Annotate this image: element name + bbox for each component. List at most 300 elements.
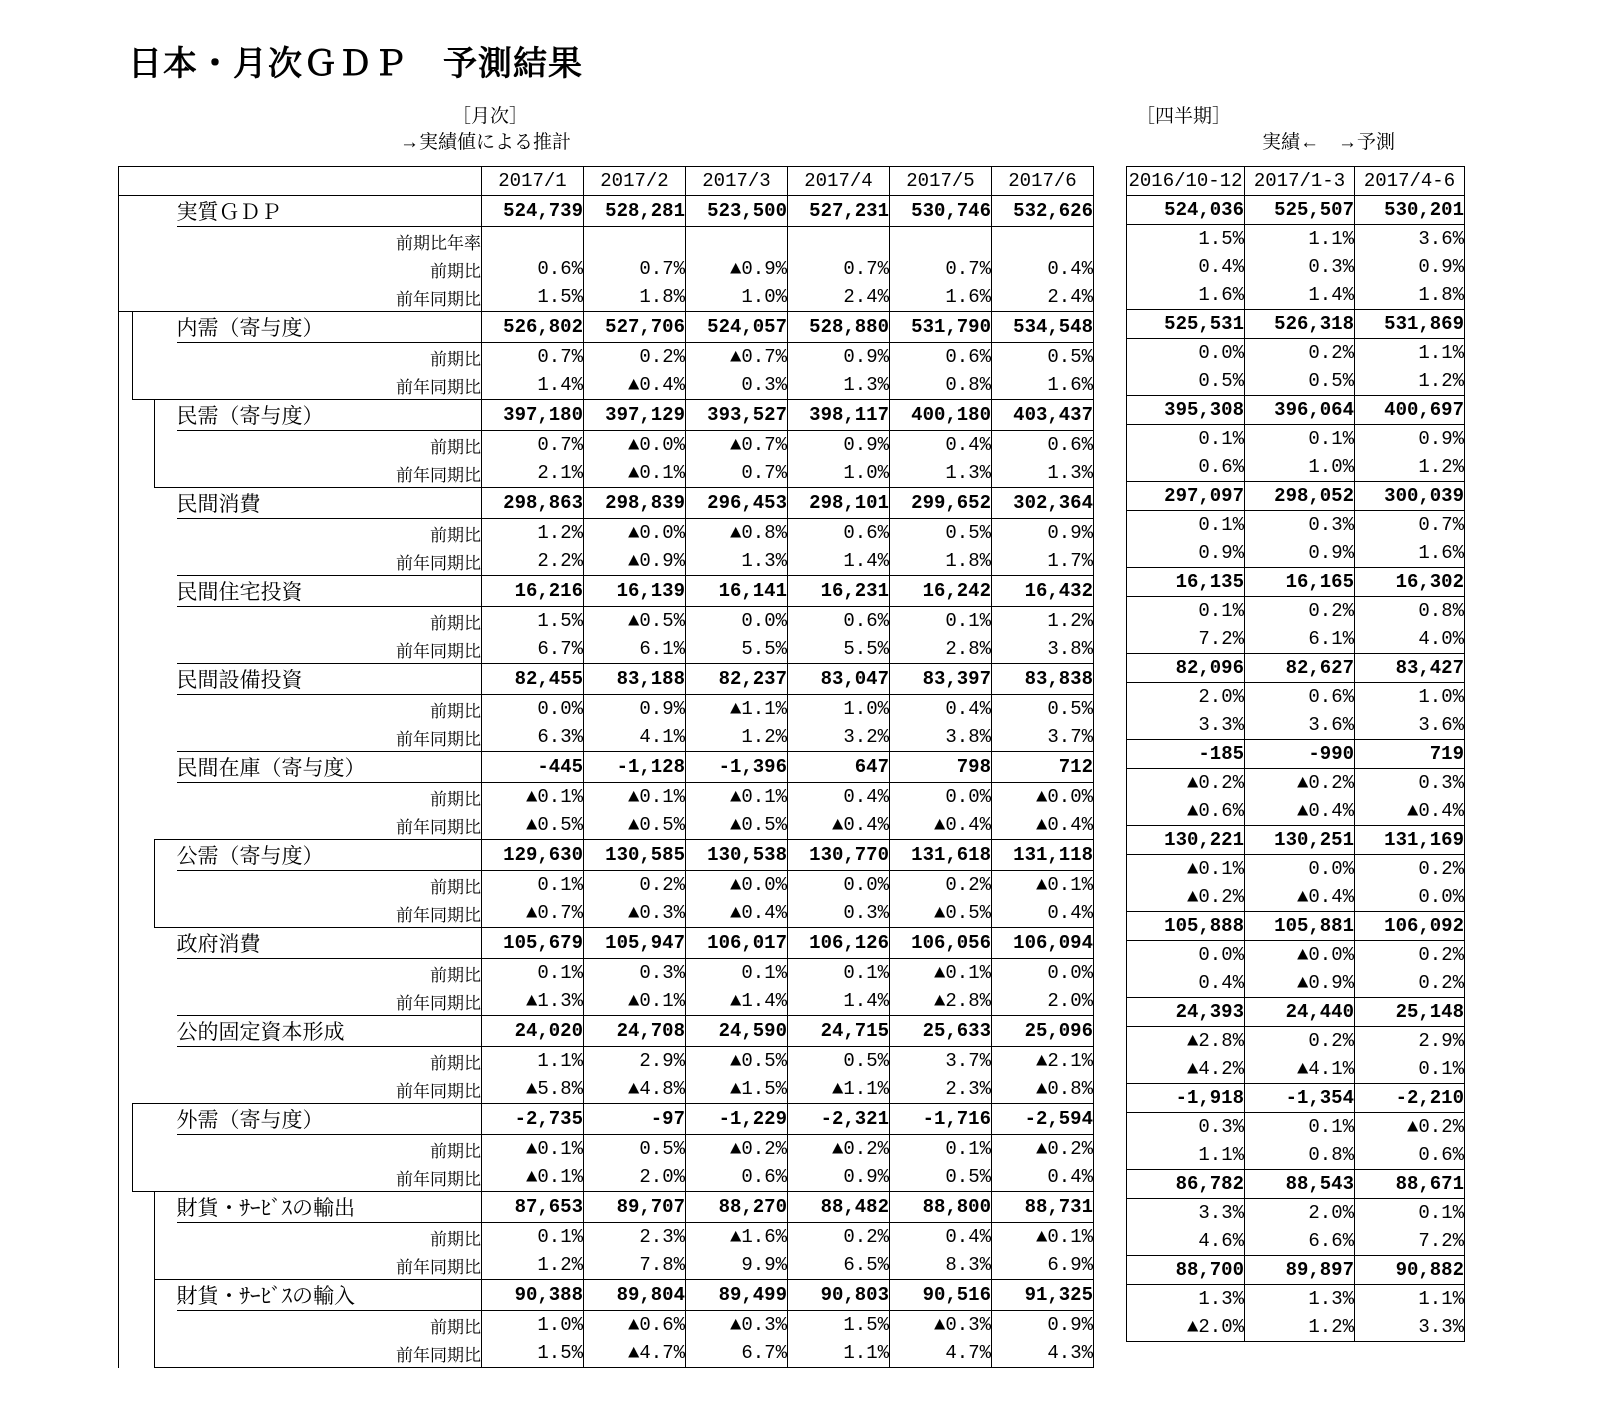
metric-label-yoy: 前年同期比 — [177, 547, 482, 576]
table-row — [1127, 969, 1465, 998]
table-row — [119, 576, 1094, 607]
metric-label-qoq: 前期比 — [177, 343, 482, 372]
quarterly-value-level: 24,393 — [1127, 998, 1245, 1027]
monthly-value-level: -2,735 — [482, 1104, 584, 1135]
quarterly-value-yoy: 0.8% — [1245, 1141, 1355, 1170]
monthly-value-yoy: ▲4.7% — [584, 1339, 686, 1368]
table-row — [119, 840, 1094, 871]
monthly-value-level: 403,437 — [992, 400, 1094, 431]
monthly-value-yoy: ▲1.1% — [788, 1075, 890, 1104]
monthly-value-yoy: ▲0.5% — [686, 811, 788, 840]
monthly-value-qoq: ▲0.1% — [686, 783, 788, 812]
quarterly-value-qoq: 0.7% — [1355, 511, 1465, 540]
metric-label-annualized: 前期比年率 — [177, 227, 482, 256]
monthly-column-header: 2017/4 — [788, 167, 890, 196]
metric-label-yoy: 前年同期比 — [177, 899, 482, 928]
indent-spacer — [119, 312, 133, 400]
table-row — [1127, 225, 1465, 254]
monthly-value-level: 298,839 — [584, 488, 686, 519]
monthly-value-level: 16,242 — [890, 576, 992, 607]
monthly-value-qoq: 0.5% — [584, 1135, 686, 1164]
monthly-value-level: 82,237 — [686, 664, 788, 695]
table-row — [119, 695, 1094, 724]
monthly-value-qoq: 0.2% — [584, 343, 686, 372]
indent-cell — [155, 1280, 177, 1368]
table-row — [119, 1192, 1094, 1223]
table-row — [1127, 1084, 1465, 1113]
table-row — [1127, 396, 1465, 425]
monthly-value-level: 16,141 — [686, 576, 788, 607]
monthly-value-level: 89,804 — [584, 1280, 686, 1311]
quarterly-value-level: 131,169 — [1355, 826, 1465, 855]
indent-spacer — [133, 1280, 155, 1368]
monthly-value-level: 24,715 — [788, 1016, 890, 1047]
table-row — [119, 1311, 1094, 1340]
quarterly-value-qoq: 1.1% — [1355, 1285, 1465, 1314]
monthly-value-qoq: 0.5% — [992, 695, 1094, 724]
monthly-value-yoy: 0.5% — [890, 1163, 992, 1192]
quarterly-value-yoy: 0.4% — [1127, 969, 1245, 998]
monthly-value-annualized — [686, 227, 788, 256]
quarterly-value-qoq: 2.0% — [1127, 683, 1245, 712]
monthly-value-qoq: 1.0% — [788, 695, 890, 724]
monthly-value-yoy: 1.1% — [788, 1339, 890, 1368]
indent-cell — [155, 312, 177, 400]
monthly-value-qoq: 1.1% — [482, 1047, 584, 1076]
quarterly-value-level: 25,148 — [1355, 998, 1465, 1027]
quarterly-value-qoq: ▲0.2% — [1355, 1113, 1465, 1142]
quarterly-value-yoy: 0.9% — [1127, 539, 1245, 568]
indent-spacer — [133, 400, 155, 488]
quarterly-value-qoq: ▲2.8% — [1127, 1027, 1245, 1056]
table-row — [1127, 597, 1465, 626]
monthly-value-qoq: 0.9% — [788, 431, 890, 460]
monthly-value-qoq: 0.1% — [482, 959, 584, 988]
monthly-value-level: 24,590 — [686, 1016, 788, 1047]
monthly-value-level: 82,455 — [482, 664, 584, 695]
quarterly-value-level: -1,354 — [1245, 1084, 1355, 1113]
table-row — [119, 196, 1094, 227]
quarterly-value-yoy: ▲0.2% — [1127, 883, 1245, 912]
table-row — [119, 871, 1094, 900]
quarterly-value-level: 130,251 — [1245, 826, 1355, 855]
metric-label-qoq: 前期比 — [177, 255, 482, 283]
table-row — [119, 227, 1094, 256]
monthly-value-yoy: ▲0.3% — [584, 899, 686, 928]
monthly-value-level: 299,652 — [890, 488, 992, 519]
monthly-value-qoq: 0.9% — [992, 1311, 1094, 1340]
quarterly-value-level: 524,036 — [1127, 196, 1245, 225]
quarterly-value-yoy: 4.6% — [1127, 1227, 1245, 1256]
table-row — [1127, 683, 1465, 712]
metric-label-qoq: 前期比 — [177, 1047, 482, 1076]
monthly-value-yoy: ▲0.9% — [584, 547, 686, 576]
monthly-value-yoy: 1.4% — [788, 547, 890, 576]
quarterly-section-caption: ［四半期］ — [1136, 106, 1232, 127]
monthly-value-yoy: 6.3% — [482, 723, 584, 752]
metric-label-yoy: 前年同期比 — [177, 371, 482, 400]
metric-label-qoq: 前期比 — [177, 519, 482, 548]
table-row — [119, 1280, 1094, 1311]
table-row — [119, 783, 1094, 812]
quarterly-value-yoy: ▲0.9% — [1245, 969, 1355, 998]
quarterly-value-qoq: 1.0% — [1355, 683, 1465, 712]
monthly-value-qoq: 0.1% — [686, 959, 788, 988]
monthly-value-qoq: 0.4% — [890, 1223, 992, 1252]
monthly-value-level: 89,707 — [584, 1192, 686, 1223]
indent-spacer — [119, 1280, 133, 1368]
quarterly-value-yoy: 1.0% — [1245, 453, 1355, 482]
table-row — [1127, 281, 1465, 310]
row-label-政府消費: 政府消費 — [177, 928, 482, 959]
quarterly-value-qoq: 0.2% — [1355, 855, 1465, 884]
quarterly-value-yoy: ▲0.4% — [1245, 883, 1355, 912]
indent-cell — [155, 840, 177, 928]
monthly-value-qoq: ▲0.5% — [584, 607, 686, 636]
monthly-value-level: 524,057 — [686, 312, 788, 343]
monthly-value-annualized — [788, 227, 890, 256]
table-row — [1127, 1170, 1465, 1199]
quarterly-value-yoy: 0.2% — [1355, 969, 1465, 998]
metric-label-yoy: 前年同期比 — [177, 723, 482, 752]
monthly-value-level: 527,231 — [788, 196, 890, 227]
quarterly-value-annualized: 1.5% — [1127, 225, 1245, 254]
quarterly-value-level: 24,440 — [1245, 998, 1355, 1027]
monthly-value-qoq: 0.6% — [992, 431, 1094, 460]
monthly-value-yoy: ▲0.5% — [584, 811, 686, 840]
table-row — [1127, 1285, 1465, 1314]
monthly-value-yoy: ▲5.8% — [482, 1075, 584, 1104]
indent-spacer — [155, 488, 177, 576]
monthly-value-qoq: 0.7% — [788, 255, 890, 283]
monthly-value-qoq: 0.4% — [890, 431, 992, 460]
table-row — [119, 811, 1094, 840]
monthly-value-level: 105,679 — [482, 928, 584, 959]
monthly-value-yoy: 1.5% — [482, 283, 584, 312]
indent-cell — [119, 196, 133, 312]
metric-label-qoq: 前期比 — [177, 871, 482, 900]
indent-spacer — [119, 1192, 133, 1280]
monthly-value-yoy: 1.8% — [890, 547, 992, 576]
monthly-value-level: 298,101 — [788, 488, 890, 519]
row-label-財貨の輸入: 財貨・ｻｰﾋﾞｽの輸入 — [177, 1280, 482, 1311]
monthly-value-level: 106,126 — [788, 928, 890, 959]
quarterly-value-qoq: 2.0% — [1245, 1199, 1355, 1228]
monthly-value-level: 106,056 — [890, 928, 992, 959]
monthly-value-yoy: 7.8% — [584, 1251, 686, 1280]
row-label-実質ＧＤＰ: 実質ＧＤＰ — [177, 196, 482, 227]
quarterly-value-level: -1,918 — [1127, 1084, 1245, 1113]
table-row — [1127, 941, 1465, 970]
quarterly-value-level: 526,318 — [1245, 310, 1355, 339]
monthly-value-qoq: 0.9% — [584, 695, 686, 724]
monthly-value-level: 83,838 — [992, 664, 1094, 695]
metric-label-yoy: 前年同期比 — [177, 1075, 482, 1104]
monthly-value-yoy: 3.7% — [992, 723, 1094, 752]
table-row — [119, 1163, 1094, 1192]
quarterly-value-qoq: 0.9% — [1355, 253, 1465, 281]
quarterly-column-header: 2017/4-6 — [1355, 167, 1465, 196]
monthly-value-qoq: ▲0.0% — [992, 783, 1094, 812]
monthly-value-yoy: ▲2.8% — [890, 987, 992, 1016]
table-row — [119, 343, 1094, 372]
quarterly-value-level: 82,096 — [1127, 654, 1245, 683]
table-row — [119, 459, 1094, 488]
quarterly-value-qoq: 0.1% — [1127, 425, 1245, 454]
indent-spacer — [119, 400, 133, 488]
monthly-value-qoq: 0.6% — [890, 343, 992, 372]
table-row — [119, 723, 1094, 752]
monthly-value-qoq: 0.1% — [482, 871, 584, 900]
monthly-section-note: →実績値による推計 — [400, 132, 572, 153]
table-row — [119, 255, 1094, 283]
monthly-value-level: 83,397 — [890, 664, 992, 695]
quarterly-value-level: 88,543 — [1245, 1170, 1355, 1199]
monthly-value-level: 531,790 — [890, 312, 992, 343]
monthly-value-qoq: ▲0.1% — [992, 1223, 1094, 1252]
metric-label-qoq: 前期比 — [177, 431, 482, 460]
monthly-value-level: 397,129 — [584, 400, 686, 431]
indent-spacer — [133, 1192, 155, 1280]
monthly-value-level: 526,802 — [482, 312, 584, 343]
monthly-value-yoy: ▲0.4% — [686, 899, 788, 928]
monthly-value-qoq: ▲2.1% — [992, 1047, 1094, 1076]
quarterly-section-note: 実績← →予測 — [1262, 132, 1396, 153]
monthly-value-yoy: 4.1% — [584, 723, 686, 752]
quarterly-value-yoy: 6.6% — [1245, 1227, 1355, 1256]
quarterly-value-yoy: 1.2% — [1355, 367, 1465, 396]
monthly-value-yoy: ▲0.8% — [992, 1075, 1094, 1104]
table-row — [119, 1135, 1094, 1164]
quarterly-value-qoq: 0.9% — [1355, 425, 1465, 454]
monthly-value-yoy: 6.1% — [584, 635, 686, 664]
monthly-value-qoq: 0.9% — [992, 519, 1094, 548]
table-row — [119, 1223, 1094, 1252]
quarterly-value-level: 90,882 — [1355, 1256, 1465, 1285]
row-label-民間設備投資: 民間設備投資 — [177, 664, 482, 695]
monthly-value-yoy: 6.7% — [482, 635, 584, 664]
quarterly-value-level: 105,888 — [1127, 912, 1245, 941]
quarterly-value-qoq: 0.0% — [1245, 855, 1355, 884]
page-title: 日本・月次ＧＤＰ 予測結果 — [128, 46, 583, 83]
monthly-value-qoq: 1.0% — [482, 1311, 584, 1340]
monthly-value-qoq: 0.0% — [482, 695, 584, 724]
monthly-value-level: 88,482 — [788, 1192, 890, 1223]
quarterly-value-qoq: 0.3% — [1245, 253, 1355, 281]
monthly-value-qoq: ▲0.1% — [482, 783, 584, 812]
quarterly-value-qoq: 1.3% — [1127, 1285, 1245, 1314]
monthly-value-yoy: 2.4% — [788, 283, 890, 312]
metric-label-qoq: 前期比 — [177, 783, 482, 812]
monthly-value-qoq: 0.5% — [788, 1047, 890, 1076]
monthly-value-level: -1,128 — [584, 752, 686, 783]
row-label-外需寄与度: 外需（寄与度） — [177, 1104, 482, 1135]
table-row — [1127, 425, 1465, 454]
monthly-value-yoy: 0.7% — [686, 459, 788, 488]
monthly-value-yoy: 4.3% — [992, 1339, 1094, 1368]
monthly-value-level: 105,947 — [584, 928, 686, 959]
quarterly-value-level: 525,531 — [1127, 310, 1245, 339]
metric-label-yoy: 前年同期比 — [177, 811, 482, 840]
table-row — [119, 635, 1094, 664]
monthly-value-level: 527,706 — [584, 312, 686, 343]
quarterly-value-yoy: 0.9% — [1245, 539, 1355, 568]
monthly-value-level: 25,096 — [992, 1016, 1094, 1047]
monthly-value-qoq: 0.4% — [788, 783, 890, 812]
monthly-value-annualized — [482, 227, 584, 256]
monthly-value-qoq: ▲0.0% — [686, 871, 788, 900]
monthly-value-qoq: 0.1% — [890, 1135, 992, 1164]
indent-spacer — [119, 928, 133, 1016]
monthly-value-qoq: 3.7% — [890, 1047, 992, 1076]
quarterly-value-qoq: 0.2% — [1245, 1027, 1355, 1056]
monthly-value-qoq: ▲0.2% — [788, 1135, 890, 1164]
indent-spacer — [155, 752, 177, 840]
monthly-value-level: 298,863 — [482, 488, 584, 519]
monthly-value-level: 87,653 — [482, 1192, 584, 1223]
table-row — [119, 899, 1094, 928]
monthly-value-level: 106,094 — [992, 928, 1094, 959]
quarterly-value-qoq: 0.2% — [1245, 597, 1355, 626]
monthly-value-qoq: 0.7% — [482, 343, 584, 372]
monthly-value-level: 25,633 — [890, 1016, 992, 1047]
quarterly-value-yoy: ▲0.6% — [1127, 797, 1245, 826]
table-row — [119, 752, 1094, 783]
monthly-value-level: 530,746 — [890, 196, 992, 227]
monthly-value-yoy: 3.8% — [890, 723, 992, 752]
monthly-value-yoy: 6.9% — [992, 1251, 1094, 1280]
monthly-value-level: 130,770 — [788, 840, 890, 871]
monthly-value-yoy: 1.2% — [686, 723, 788, 752]
table-row — [119, 607, 1094, 636]
row-label-公的固定資本形成: 公的固定資本形成 — [177, 1016, 482, 1047]
monthly-value-qoq: ▲0.9% — [686, 255, 788, 283]
table-row — [1127, 797, 1465, 826]
monthly-value-level: -1,716 — [890, 1104, 992, 1135]
quarterly-value-qoq: 2.9% — [1355, 1027, 1465, 1056]
table-row — [1127, 625, 1465, 654]
monthly-value-level: 523,500 — [686, 196, 788, 227]
quarterly-value-level: 88,700 — [1127, 1256, 1245, 1285]
monthly-value-level: 393,527 — [686, 400, 788, 431]
monthly-value-yoy: 0.8% — [890, 371, 992, 400]
monthly-value-yoy: 4.7% — [890, 1339, 992, 1368]
quarterly-value-level: 297,097 — [1127, 482, 1245, 511]
monthly-value-yoy: ▲0.1% — [584, 459, 686, 488]
monthly-value-yoy: 2.1% — [482, 459, 584, 488]
quarterly-value-level: 531,869 — [1355, 310, 1465, 339]
monthly-value-level: -2,594 — [992, 1104, 1094, 1135]
quarterly-value-yoy: 0.5% — [1245, 367, 1355, 396]
monthly-value-yoy: ▲4.8% — [584, 1075, 686, 1104]
quarterly-value-yoy: 0.6% — [1355, 1141, 1465, 1170]
table-row — [1127, 511, 1465, 540]
monthly-value-qoq: ▲0.1% — [584, 783, 686, 812]
indent-spacer — [133, 928, 155, 1016]
monthly-value-yoy: 1.0% — [686, 283, 788, 312]
row-label-民間消費: 民間消費 — [177, 488, 482, 519]
monthly-value-level: 131,618 — [890, 840, 992, 871]
monthly-value-qoq: 1.2% — [992, 607, 1094, 636]
metric-label-yoy: 前年同期比 — [177, 459, 482, 488]
table-row — [1127, 568, 1465, 597]
quarterly-value-level: 89,897 — [1245, 1256, 1355, 1285]
row-label-公需寄与度: 公需（寄与度） — [177, 840, 482, 871]
quarterly-value-level: 396,064 — [1245, 396, 1355, 425]
quarterly-value-level: 400,697 — [1355, 396, 1465, 425]
quarterly-value-yoy: ▲2.0% — [1127, 1313, 1245, 1342]
quarterly-value-yoy: 1.4% — [1245, 281, 1355, 310]
metric-label-qoq: 前期比 — [177, 695, 482, 724]
table-row — [119, 664, 1094, 695]
monthly-value-yoy: 3.2% — [788, 723, 890, 752]
quarterly-value-yoy: ▲0.4% — [1245, 797, 1355, 826]
quarterly-value-qoq: 1.3% — [1245, 1285, 1355, 1314]
quarterly-value-qoq: 1.1% — [1355, 339, 1465, 368]
monthly-value-qoq: 0.0% — [788, 871, 890, 900]
monthly-value-qoq: ▲0.6% — [584, 1311, 686, 1340]
monthly-value-yoy: ▲1.3% — [482, 987, 584, 1016]
quarterly-value-level: 16,165 — [1245, 568, 1355, 597]
table-row — [1127, 482, 1465, 511]
monthly-value-yoy: 1.3% — [992, 459, 1094, 488]
monthly-value-yoy: 1.2% — [482, 1251, 584, 1280]
monthly-value-yoy: 2.0% — [992, 987, 1094, 1016]
row-label-民需寄与度: 民需（寄与度） — [177, 400, 482, 431]
monthly-value-qoq: 2.9% — [584, 1047, 686, 1076]
monthly-value-qoq: 0.4% — [890, 695, 992, 724]
table-row — [1127, 1113, 1465, 1142]
quarterly-value-level: 16,302 — [1355, 568, 1465, 597]
monthly-value-qoq: ▲0.7% — [686, 431, 788, 460]
monthly-value-yoy: ▲0.1% — [482, 1163, 584, 1192]
table-row — [119, 519, 1094, 548]
table-row — [1127, 339, 1465, 368]
monthly-value-qoq: 1.5% — [788, 1311, 890, 1340]
table-row — [1127, 253, 1465, 281]
monthly-value-yoy: ▲0.5% — [482, 811, 584, 840]
monthly-value-level: 647 — [788, 752, 890, 783]
quarterly-value-annualized: 1.1% — [1245, 225, 1355, 254]
monthly-value-level: -1,396 — [686, 752, 788, 783]
monthly-value-qoq: 0.0% — [890, 783, 992, 812]
quarterly-value-yoy: ▲0.4% — [1355, 797, 1465, 826]
quarterly-value-qoq: ▲0.0% — [1245, 941, 1355, 970]
monthly-value-qoq: ▲0.1% — [482, 1135, 584, 1164]
quarterly-value-qoq: 0.1% — [1245, 425, 1355, 454]
indent-spacer — [119, 576, 133, 664]
monthly-value-qoq: 1.2% — [482, 519, 584, 548]
monthly-value-yoy: 5.5% — [788, 635, 890, 664]
quarterly-value-yoy: 1.6% — [1355, 539, 1465, 568]
monthly-value-qoq: 0.7% — [584, 255, 686, 283]
monthly-value-level: 130,538 — [686, 840, 788, 871]
monthly-value-level: 90,388 — [482, 1280, 584, 1311]
quarterly-value-level: 106,092 — [1355, 912, 1465, 941]
quarterly-value-yoy: 6.1% — [1245, 625, 1355, 654]
monthly-value-qoq: 0.4% — [992, 255, 1094, 283]
quarterly-header-row — [1127, 167, 1465, 196]
quarterly-value-yoy: 1.6% — [1127, 281, 1245, 310]
monthly-row-label-header — [119, 167, 482, 196]
quarterly-value-yoy: 0.1% — [1355, 1055, 1465, 1084]
monthly-value-yoy: 0.4% — [992, 1163, 1094, 1192]
monthly-value-qoq: ▲0.7% — [686, 343, 788, 372]
monthly-value-level: 712 — [992, 752, 1094, 783]
quarterly-value-level: 105,881 — [1245, 912, 1355, 941]
table-row — [1127, 883, 1465, 912]
indent-spacer — [119, 1016, 133, 1104]
